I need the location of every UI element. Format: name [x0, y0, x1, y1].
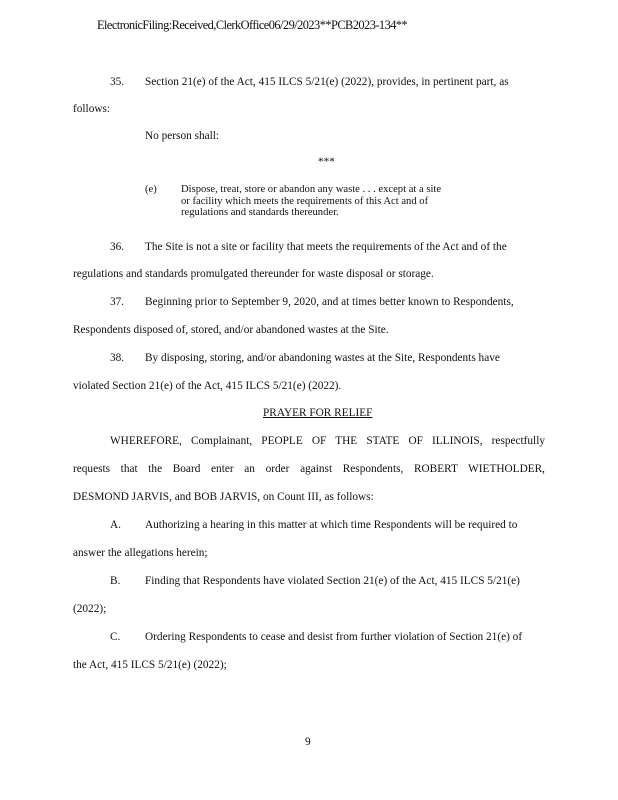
paragraph-text: violated Section 21(e) of the Act, 415 ILCS 5/21(e) (2022).: [73, 380, 342, 392]
prayer-text: DESMOND JARVIS, and BOB JARVIS, on Count III, as follows:: [73, 491, 374, 503]
paragraph-text: By disposing, storing, and/or abandoning wastes at the Site, Respondents have: [145, 352, 500, 364]
relief-item-label: B.: [110, 575, 121, 587]
prayer-text: WHEREFORE, Complainant, PEOPLE OF THE STATE OF ILLINOIS, respectfully: [110, 435, 545, 447]
relief-item-text: Authorizing a hearing in this matter at which time Respondents will be required to: [145, 519, 518, 531]
paragraph-text: regulations and standards promulgated thereunder for waste disposal or storage.: [73, 268, 434, 280]
paragraph-text: Beginning prior to September 9, 2020, and at times better known to Respondents,: [145, 296, 514, 308]
relief-item-text: the Act, 415 ILCS 5/21(e) (2022);: [73, 659, 227, 671]
relief-item-text: Finding that Respondents have violated Section 21(e) of the Act, 415 ILCS 5/21(e): [145, 575, 520, 587]
ellipsis-stars: ***: [318, 156, 335, 168]
paragraph-number: 38.: [110, 352, 125, 364]
section-heading: PRAYER FOR RELIEF: [263, 407, 373, 419]
paragraph-text: follows:: [73, 103, 111, 115]
paragraph-number: 37.: [110, 296, 125, 308]
relief-item-label: A.: [110, 519, 121, 531]
paragraph-number: 36.: [110, 241, 125, 253]
statute-quote: [181, 184, 441, 219]
prayer-text: requests that the Board enter an order against Respondents, ROBERT WIETHOLDER,: [73, 463, 545, 475]
quote-line: regulations and standards thereunder.: [181, 207, 339, 219]
quote-line: or facility which meets the requirements of this Act and of: [181, 195, 429, 207]
efiling-header: ElectronicFiling:Received,ClerkOffice06/29/2023**PCB2023-134**: [97, 18, 408, 32]
quote-intro: No person shall:: [145, 130, 220, 142]
paragraph-text: The Site is not a site or facility that meets the requirements of the Act and of the: [145, 241, 507, 253]
relief-item-text: answer the allegations herein;: [73, 547, 208, 559]
relief-item-label: C.: [110, 631, 121, 643]
relief-item-text: (2022);: [73, 603, 107, 615]
quote-line: Dispose, treat, store or abandon any waste . . . except at a site: [181, 184, 442, 195]
relief-item-text: Ordering Respondents to cease and desist from further violation of Section 21(e) of: [145, 631, 523, 643]
paragraph-text: Respondents disposed of, stored, and/or abandoned wastes at the Site.: [73, 324, 389, 336]
paragraph-text: Section 21(e) of the Act, 415 ILCS 5/21(e) (2022), provides, in pertinent part, as: [145, 76, 509, 88]
quote-label: (e): [145, 184, 157, 195]
page-number: 9: [305, 736, 311, 748]
paragraph-number: 35.: [110, 76, 125, 88]
